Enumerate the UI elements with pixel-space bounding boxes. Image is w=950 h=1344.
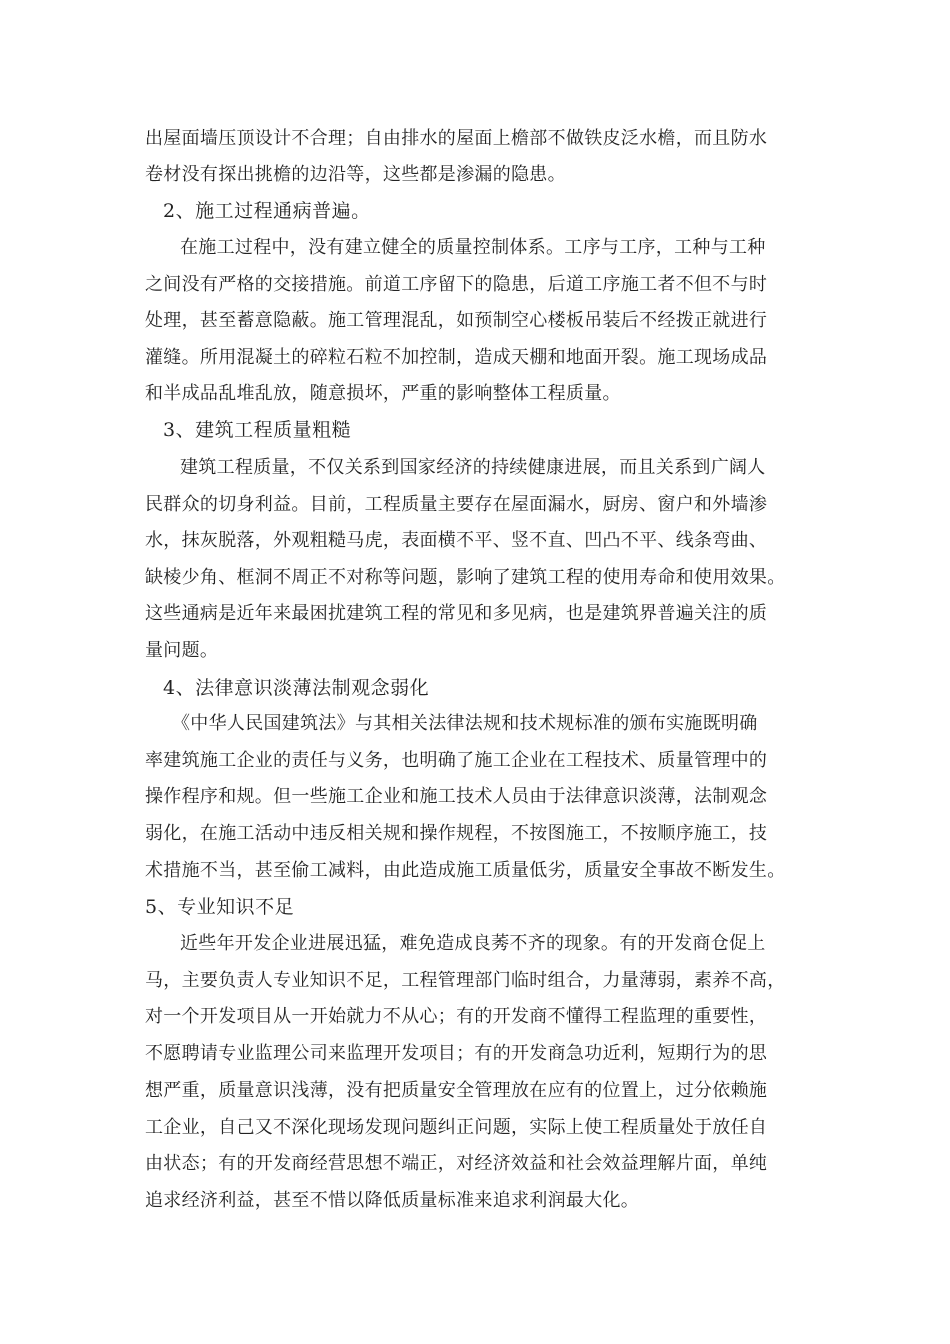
- para-line: 量问题。: [145, 640, 219, 661]
- para-line: 工企业，自己又不深化现场发现问题纠正问题，实际上使工程质量处于放任自: [145, 1117, 768, 1138]
- para-line: 由状态；有的开发商经营思想不端正，对经济效益和社会效益理解片面，单纯: [145, 1153, 768, 1174]
- para-line: 不愿聘请专业监理公司来监理开发项目；有的开发商急功近利，短期行为的思: [145, 1043, 768, 1064]
- para-line: 《中华人民国建筑法》与其相关法律法规和技术规标准的颁布实施既明确: [172, 713, 758, 734]
- para-line: 之间没有严格的交接措施。前道工序留下的隐患，后道工序施工者不但不与时: [145, 274, 768, 295]
- para-line: 建筑工程质量，不仅关系到国家经济的持续健康进展，而且关系到广阔人: [180, 457, 766, 478]
- para-line: 在施工过程中，没有建立健全的质量控制体系。工序与工序，工种与工种: [180, 237, 766, 258]
- para-line: 灌缝。所用混凝土的碎粒石粒不加控制，造成天棚和地面开裂。施工现场成品: [145, 347, 768, 368]
- para-line: 卷材没有探出挑檐的边沿等，这些都是渗漏的隐患。: [145, 164, 566, 185]
- section-heading-2: 2、施工过程通病普遍。: [163, 200, 371, 222]
- para-line: 弱化，在施工活动中违反相关规和操作规程，不按图施工，不按顺序施工，技: [145, 823, 768, 844]
- para-line: 处理，甚至蓄意隐蔽。施工管理混乱，如预制空心楼板吊装后不经拨正就进行: [145, 310, 768, 331]
- para-line: 缺棱少角、框洞不周正不对称等问题，影响了建筑工程的使用寿命和使用效果。: [145, 567, 786, 588]
- para-line: 对一个开发项目从一开始就力不从心；有的开发商不懂得工程监理的重要性，: [145, 1006, 768, 1027]
- section-heading-4: 4、法律意识淡薄法制观念弱化: [163, 677, 430, 699]
- para-line: 民群众的切身利益。目前，工程质量主要存在屋面漏水，厨房、窗户和外墙渗: [145, 494, 768, 515]
- para-line: 马，主要负责人专业知识不足，工程管理部门临时组合，力量薄弱，素养不高，: [145, 970, 786, 991]
- para-line: 率建筑施工企业的责任与义务，也明确了施工企业在工程技术、质量管理中的: [145, 750, 768, 771]
- para-line: 想严重，质量意识浅薄，没有把质量安全管理放在应有的位置上，过分依赖施: [145, 1080, 768, 1101]
- para-line: 追求经济利益，甚至不惜以降低质量标准来追求利润最大化。: [145, 1190, 640, 1211]
- para-line: 这些通病是近年来最困扰建筑工程的常见和多见病，也是建筑界普遍关注的质: [145, 603, 768, 624]
- para-line: 出屋面墙压顶设计不合理；自由排水的屋面上檐部不做铁皮泛水檐，而且防水: [145, 128, 768, 149]
- para-line: 术措施不当，甚至偷工减料，由此造成施工质量低劣，质量安全事故不断发生。: [145, 860, 786, 881]
- para-line: 和半成品乱堆乱放，随意损坏，严重的影响整体工程质量。: [145, 383, 621, 404]
- para-line: 近些年开发企业进展迅猛，难免造成良莠不齐的现象。有的开发商仓促上: [180, 933, 766, 954]
- para-line: 水，抹灰脱落，外观粗糙马虎，表面横不平、竖不直、凹凸不平、线条弯曲、: [145, 530, 768, 551]
- section-heading-5: 5、专业知识不足: [145, 896, 295, 918]
- section-heading-3: 3、建筑工程质量粗糙: [163, 419, 352, 441]
- para-line: 操作程序和规。但一些施工企业和施工技术人员由于法律意识淡薄，法制观念: [145, 786, 768, 807]
